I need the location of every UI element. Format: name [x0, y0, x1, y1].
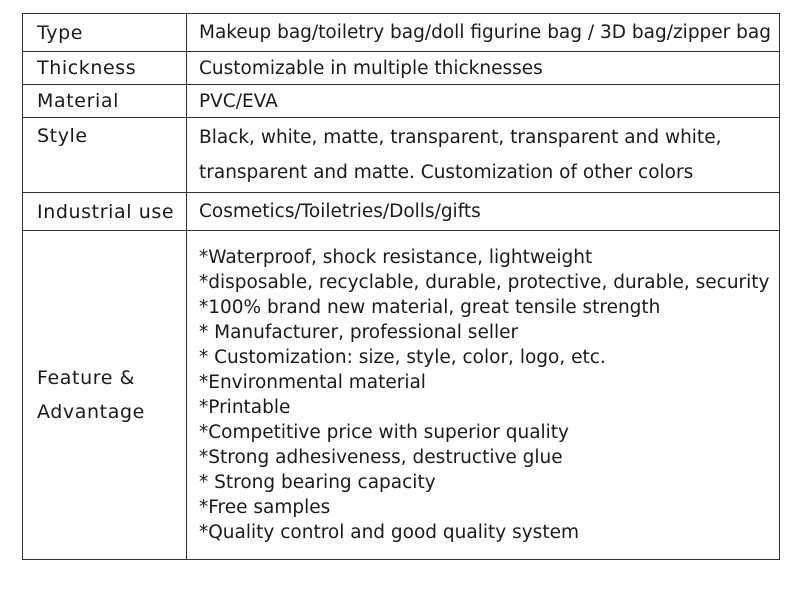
product-spec-table [22, 13, 780, 560]
industrial-use-label: Industrial use [23, 193, 187, 231]
industrial-use-value: Cosmetics/Toiletries/Dolls/gifts [187, 193, 780, 231]
feature-item: *Printable [199, 397, 291, 418]
style-value [187, 118, 780, 193]
feature-item: *disposable, recyclable, durable, protective, durable, security [199, 272, 770, 293]
table-row-thickness [23, 52, 780, 85]
table-row-feature-advantage [23, 231, 780, 560]
feature-label-line: Advantage [37, 401, 145, 423]
material-label: Material [23, 85, 187, 118]
style-value-line: transparent and matte. Customization of other colors [199, 162, 694, 183]
feature-label-line: Feature & [37, 367, 136, 389]
type-value: Makeup bag/toiletry bag/doll figurine bag / 3D bag/zipper bag [187, 14, 780, 52]
thickness-value: Customizable in multiple thicknesses [187, 52, 780, 85]
thickness-label: Thickness [23, 52, 187, 85]
feature-item: *Quality control and good quality system [199, 522, 579, 543]
table-row-style [23, 118, 780, 193]
feature-item: * Strong bearing capacity [199, 472, 436, 493]
feature-item: *Free samples [199, 497, 331, 518]
feature-item: *Waterproof, shock resistance, lightweight [199, 247, 593, 268]
feature-item: *Strong adhesiveness, destructive glue [199, 447, 563, 468]
feature-item: *Environmental material [199, 372, 426, 393]
feature-item: *100% brand new material, great tensile strength [199, 297, 661, 318]
table-row-material [23, 85, 780, 118]
feature-item: * Customization: size, style, color, logo, etc. [199, 347, 606, 368]
feature-item: *Competitive price with superior quality [199, 422, 570, 443]
style-label: Style [23, 118, 187, 193]
material-value: PVC/EVA [187, 85, 780, 118]
style-value-line: Black, white, matte, transparent, transparent and white, [199, 127, 722, 148]
feature-advantage-value [187, 231, 780, 560]
table-row-industrial-use [23, 193, 780, 231]
feature-item: * Manufacturer, professional seller [199, 322, 519, 343]
type-label: Type [23, 14, 187, 52]
feature-advantage-label [23, 231, 187, 560]
feature-list [199, 245, 779, 545]
table-row-type [23, 14, 780, 52]
